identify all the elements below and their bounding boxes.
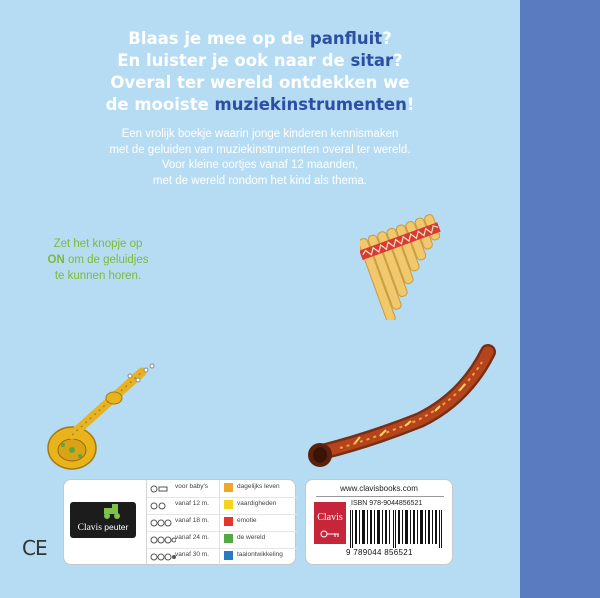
- highlight-sitar: sitar: [350, 51, 394, 70]
- headline-line-3: Overal ter wereld ontdekken we: [110, 73, 410, 92]
- color-swatch: [224, 500, 233, 509]
- key-icon: [320, 530, 340, 538]
- panflute-illustration: [360, 205, 455, 320]
- barcode-box: [305, 479, 453, 565]
- logo-text: Clavis peuter: [77, 522, 129, 533]
- blurb-line: met de wereld rondom het kind als thema.: [152, 174, 368, 187]
- age-domain-table: [146, 480, 297, 564]
- headline-line-1: Blaas je mee op de panfluit?: [128, 29, 392, 48]
- isbn-label: ISBN 978-9044856521: [351, 500, 423, 507]
- blurb-line: Voor kleine oortjes vanaf 12 maanden,: [161, 159, 359, 171]
- toddler-icon: [150, 502, 170, 510]
- blurb-line: met de geluiden van muziekinstrumenten overal ter wereld.: [109, 143, 411, 156]
- tractor-icon: [100, 504, 130, 520]
- table-row: vanaf 24 m. de wereld: [147, 531, 297, 549]
- series-info-box: [63, 479, 296, 565]
- color-swatch: [224, 534, 233, 543]
- ce-mark: CE: [22, 536, 47, 560]
- barcode-number: 9 789044 856521: [346, 548, 413, 557]
- highlight-muziekinstrumenten: muziekinstrumenten: [214, 95, 407, 114]
- sitar-illustration: [42, 360, 162, 475]
- baby-icon: [150, 485, 170, 493]
- color-swatch: [224, 483, 233, 492]
- table-row: vanaf 18 m. emotie: [147, 514, 297, 532]
- highlight-panfluit: panfluit: [309, 29, 383, 48]
- headline: [90, 28, 430, 116]
- table-row: vanaf 30 m. taalontwikkeling: [147, 548, 297, 565]
- headline-line-2: En luister je ook naar de sitar?: [117, 51, 403, 70]
- table-row: vanaf 12 m. vaardigheden: [147, 497, 297, 515]
- sound-button-note: Zet het knopje op ON om de geluidjes te kunnen horen.: [47, 238, 149, 282]
- clavis-peuter-logo: [70, 502, 136, 538]
- color-swatch: [224, 551, 233, 560]
- toddler-icon: [150, 519, 174, 527]
- toddler-icon: [150, 553, 176, 561]
- toddler-icon: [150, 536, 176, 544]
- didgeridoo-illustration: [300, 340, 500, 475]
- blurb-text: [70, 127, 450, 189]
- table-row: voor baby's dagelijks leven: [147, 480, 297, 498]
- on-label: ON: [47, 254, 65, 266]
- headline-line-4: de mooiste muziekinstrumenten!: [105, 95, 415, 114]
- publisher-url: www.clavisbooks.com: [340, 484, 418, 493]
- color-swatch: [224, 517, 233, 526]
- barcode-graphic: [350, 510, 446, 548]
- book-spine: [520, 0, 600, 598]
- clavis-logo: Clavis: [314, 502, 346, 544]
- blurb-line: Een vrolijk boekje waarin jonge kinderen kennismaken: [121, 128, 399, 140]
